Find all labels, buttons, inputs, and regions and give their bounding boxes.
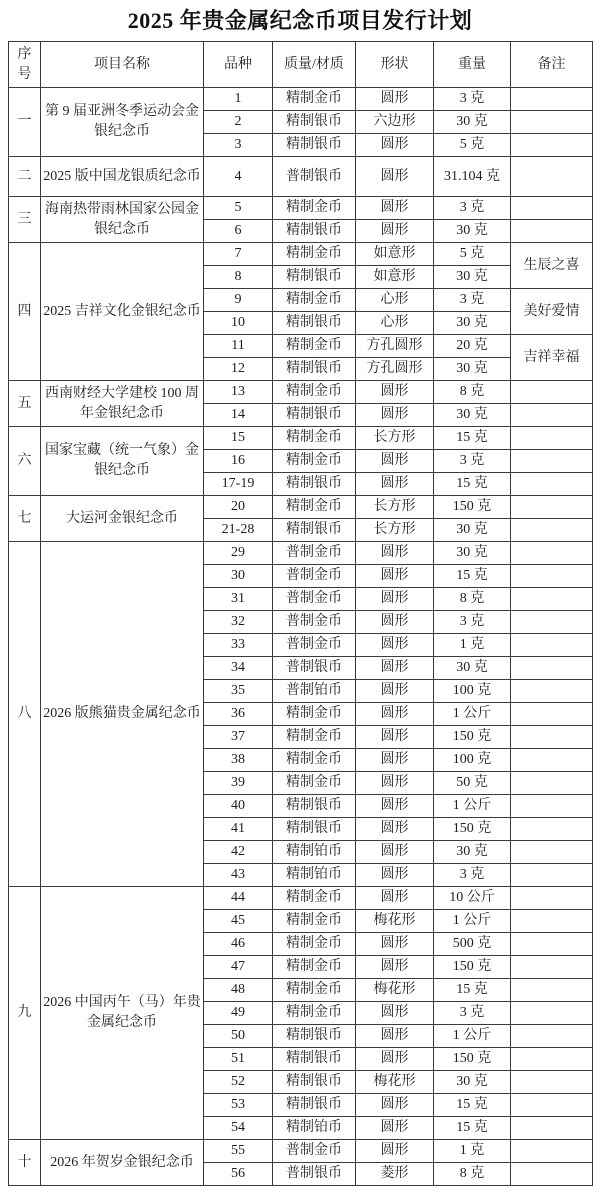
remark-cell [511, 473, 593, 496]
quality-material-cell: 精制金币 [273, 887, 356, 910]
table-row [9, 157, 593, 197]
header-weight: 重量 [434, 42, 511, 88]
quality-material-cell: 精制金币 [273, 772, 356, 795]
shape-cell: 圆形 [356, 680, 434, 703]
shape-cell: 圆形 [356, 588, 434, 611]
variety-cell: 16 [204, 450, 273, 473]
remark-cell [511, 427, 593, 450]
table-row [9, 243, 593, 266]
weight-cell: 1 公斤 [434, 703, 511, 726]
weight-cell: 1 公斤 [434, 795, 511, 818]
remark-cell [511, 450, 593, 473]
quality-material-cell: 普制金币 [273, 634, 356, 657]
remark-cell [511, 1140, 593, 1163]
group-serial-cell: 四 [9, 243, 41, 381]
shape-cell: 圆形 [356, 726, 434, 749]
variety-cell: 48 [204, 979, 273, 1002]
weight-cell: 150 克 [434, 496, 511, 519]
document-page [0, 4, 600, 1186]
variety-cell: 44 [204, 887, 273, 910]
group-project-name-cell: 西南财经大学建校 100 周年金银纪念币 [41, 381, 204, 427]
table-row [9, 1140, 593, 1163]
table-header [9, 42, 593, 88]
weight-cell: 150 克 [434, 726, 511, 749]
remark-cell [511, 134, 593, 157]
quality-material-cell: 精制银币 [273, 795, 356, 818]
variety-cell: 31 [204, 588, 273, 611]
weight-cell: 3 克 [434, 88, 511, 111]
remark-cell [511, 795, 593, 818]
weight-cell: 15 克 [434, 979, 511, 1002]
shape-cell: 圆形 [356, 157, 434, 197]
quality-material-cell: 精制银币 [273, 134, 356, 157]
weight-cell: 8 克 [434, 381, 511, 404]
quality-material-cell: 普制金币 [273, 588, 356, 611]
variety-cell: 10 [204, 312, 273, 335]
shape-cell: 圆形 [356, 703, 434, 726]
weight-cell: 20 克 [434, 335, 511, 358]
shape-cell: 圆形 [356, 450, 434, 473]
weight-cell: 1 克 [434, 634, 511, 657]
variety-cell: 3 [204, 134, 273, 157]
group-serial-cell: 十 [9, 1140, 41, 1186]
group-project-name-cell: 国家宝藏（统一气象）金银纪念币 [41, 427, 204, 496]
variety-cell: 37 [204, 726, 273, 749]
quality-material-cell: 精制金币 [273, 726, 356, 749]
quality-material-cell: 精制银币 [273, 266, 356, 289]
group-project-name-cell: 2025 版中国龙银质纪念币 [41, 157, 204, 197]
remark-cell [511, 726, 593, 749]
quality-material-cell: 精制铂币 [273, 1117, 356, 1140]
shape-cell: 圆形 [356, 818, 434, 841]
remark-cell [511, 157, 593, 197]
variety-cell: 51 [204, 1048, 273, 1071]
weight-cell: 8 克 [434, 1163, 511, 1186]
weight-cell: 3 克 [434, 1002, 511, 1025]
weight-cell: 30 克 [434, 358, 511, 381]
shape-cell: 圆形 [356, 88, 434, 111]
quality-material-cell: 精制银币 [273, 220, 356, 243]
variety-cell: 6 [204, 220, 273, 243]
remark-cell [511, 88, 593, 111]
shape-cell: 圆形 [356, 1117, 434, 1140]
weight-cell: 15 克 [434, 1094, 511, 1117]
variety-cell: 47 [204, 956, 273, 979]
remark-cell: 生辰之喜 [511, 243, 593, 289]
shape-cell: 圆形 [356, 1002, 434, 1025]
variety-cell: 49 [204, 1002, 273, 1025]
weight-cell: 3 克 [434, 197, 511, 220]
remark-cell [511, 565, 593, 588]
remark-cell [511, 749, 593, 772]
group-serial-cell: 八 [9, 542, 41, 887]
variety-cell: 20 [204, 496, 273, 519]
shape-cell: 心形 [356, 312, 434, 335]
variety-cell: 54 [204, 1117, 273, 1140]
remark-cell [511, 519, 593, 542]
weight-cell: 30 克 [434, 111, 511, 134]
variety-cell: 46 [204, 933, 273, 956]
variety-cell: 56 [204, 1163, 273, 1186]
shape-cell: 圆形 [356, 795, 434, 818]
weight-cell: 5 克 [434, 134, 511, 157]
variety-cell: 11 [204, 335, 273, 358]
variety-cell: 5 [204, 197, 273, 220]
variety-cell: 40 [204, 795, 273, 818]
shape-cell: 长方形 [356, 519, 434, 542]
shape-cell: 圆形 [356, 220, 434, 243]
quality-material-cell: 精制银币 [273, 358, 356, 381]
remark-cell [511, 933, 593, 956]
group-project-name-cell: 大运河金银纪念币 [41, 496, 204, 542]
variety-cell: 33 [204, 634, 273, 657]
variety-cell: 30 [204, 565, 273, 588]
quality-material-cell: 精制金币 [273, 1002, 356, 1025]
variety-cell: 42 [204, 841, 273, 864]
quality-material-cell: 精制银币 [273, 312, 356, 335]
table-row [9, 197, 593, 220]
weight-cell: 30 克 [434, 220, 511, 243]
shape-cell: 圆形 [356, 772, 434, 795]
variety-cell: 55 [204, 1140, 273, 1163]
remark-cell: 美好爱情 [511, 289, 593, 335]
group-project-name-cell: 2025 吉祥文化金银纪念币 [41, 243, 204, 381]
quality-material-cell: 精制银币 [273, 111, 356, 134]
variety-cell: 53 [204, 1094, 273, 1117]
variety-cell: 32 [204, 611, 273, 634]
table-row [9, 427, 593, 450]
weight-cell: 30 克 [434, 657, 511, 680]
quality-material-cell: 普制铂币 [273, 680, 356, 703]
remark-cell [511, 1163, 593, 1186]
shape-cell: 圆形 [356, 864, 434, 887]
group-serial-cell: 九 [9, 887, 41, 1140]
shape-cell: 梅花形 [356, 979, 434, 1002]
header-project-name: 项目名称 [41, 42, 204, 88]
quality-material-cell: 普制银币 [273, 1163, 356, 1186]
weight-cell: 15 克 [434, 427, 511, 450]
weight-cell: 150 克 [434, 956, 511, 979]
quality-material-cell: 精制金币 [273, 933, 356, 956]
remark-cell [511, 818, 593, 841]
quality-material-cell: 普制金币 [273, 611, 356, 634]
variety-cell: 45 [204, 910, 273, 933]
remark-cell [511, 111, 593, 134]
shape-cell: 圆形 [356, 565, 434, 588]
group-serial-cell: 三 [9, 197, 41, 243]
remark-cell [511, 634, 593, 657]
weight-cell: 30 克 [434, 1071, 511, 1094]
weight-cell: 500 克 [434, 933, 511, 956]
variety-cell: 34 [204, 657, 273, 680]
quality-material-cell: 精制银币 [273, 1071, 356, 1094]
quality-material-cell: 精制铂币 [273, 841, 356, 864]
remark-cell [511, 404, 593, 427]
remark-cell [511, 772, 593, 795]
header-variety: 品种 [204, 42, 273, 88]
remark-cell [511, 1117, 593, 1140]
quality-material-cell: 普制金币 [273, 542, 356, 565]
shape-cell: 圆形 [356, 1048, 434, 1071]
variety-cell: 15 [204, 427, 273, 450]
variety-cell: 39 [204, 772, 273, 795]
header-row [9, 42, 593, 88]
group-project-name-cell: 2026 年贺岁金银纪念币 [41, 1140, 204, 1186]
quality-material-cell: 精制金币 [273, 427, 356, 450]
weight-cell: 1 公斤 [434, 910, 511, 933]
remark-cell [511, 588, 593, 611]
shape-cell: 圆形 [356, 197, 434, 220]
remark-cell [511, 197, 593, 220]
remark-cell [511, 496, 593, 519]
remark-cell [511, 910, 593, 933]
variety-cell: 38 [204, 749, 273, 772]
remark-cell [511, 611, 593, 634]
table-row [9, 88, 593, 111]
quality-material-cell: 精制金币 [273, 88, 356, 111]
quality-material-cell: 精制金币 [273, 979, 356, 1002]
shape-cell: 圆形 [356, 1025, 434, 1048]
variety-cell: 14 [204, 404, 273, 427]
weight-cell: 100 克 [434, 680, 511, 703]
shape-cell: 菱形 [356, 1163, 434, 1186]
variety-cell: 41 [204, 818, 273, 841]
quality-material-cell: 精制金币 [273, 703, 356, 726]
shape-cell: 圆形 [356, 473, 434, 496]
weight-cell: 31.104 克 [434, 157, 511, 197]
weight-cell: 1 公斤 [434, 1025, 511, 1048]
shape-cell: 心形 [356, 289, 434, 312]
group-project-name-cell: 第 9 届亚洲冬季运动会金银纪念币 [41, 88, 204, 157]
shape-cell: 方孔圆形 [356, 358, 434, 381]
group-serial-cell: 二 [9, 157, 41, 197]
shape-cell: 圆形 [356, 404, 434, 427]
remark-cell [511, 956, 593, 979]
shape-cell: 圆形 [356, 841, 434, 864]
quality-material-cell: 普制银币 [273, 157, 356, 197]
weight-cell: 8 克 [434, 588, 511, 611]
variety-cell: 17-19 [204, 473, 273, 496]
remark-cell [511, 1002, 593, 1025]
group-serial-cell: 五 [9, 381, 41, 427]
group-serial-cell: 六 [9, 427, 41, 496]
quality-material-cell: 普制金币 [273, 1140, 356, 1163]
shape-cell: 圆形 [356, 542, 434, 565]
group-project-name-cell: 2026 版熊猫贵金属纪念币 [41, 542, 204, 887]
table-row [9, 381, 593, 404]
remark-cell [511, 657, 593, 680]
remark-cell [511, 703, 593, 726]
remark-cell [511, 1071, 593, 1094]
weight-cell: 5 克 [434, 243, 511, 266]
shape-cell: 方孔圆形 [356, 335, 434, 358]
table-row [9, 887, 593, 910]
weight-cell: 150 克 [434, 818, 511, 841]
group-serial-cell: 七 [9, 496, 41, 542]
quality-material-cell: 普制金币 [273, 565, 356, 588]
quality-material-cell: 精制银币 [273, 473, 356, 496]
variety-cell: 12 [204, 358, 273, 381]
quality-material-cell: 精制金币 [273, 381, 356, 404]
remark-cell [511, 680, 593, 703]
variety-cell: 35 [204, 680, 273, 703]
quality-material-cell: 普制银币 [273, 657, 356, 680]
weight-cell: 3 克 [434, 611, 511, 634]
shape-cell: 圆形 [356, 1140, 434, 1163]
quality-material-cell: 精制银币 [273, 1094, 356, 1117]
header-quality-material: 质量/材质 [273, 42, 356, 88]
weight-cell: 15 克 [434, 473, 511, 496]
quality-material-cell: 精制金币 [273, 910, 356, 933]
shape-cell: 圆形 [356, 749, 434, 772]
variety-cell: 7 [204, 243, 273, 266]
quality-material-cell: 精制金币 [273, 197, 356, 220]
weight-cell: 100 克 [434, 749, 511, 772]
remark-cell: 吉祥幸福 [511, 335, 593, 381]
weight-cell: 30 克 [434, 312, 511, 335]
shape-cell: 圆形 [356, 933, 434, 956]
variety-cell: 13 [204, 381, 273, 404]
table-body [9, 88, 593, 1186]
quality-material-cell: 精制金币 [273, 956, 356, 979]
remark-cell [511, 887, 593, 910]
header-remarks: 备注 [511, 42, 593, 88]
quality-material-cell: 精制银币 [273, 519, 356, 542]
shape-cell: 六边形 [356, 111, 434, 134]
shape-cell: 圆形 [356, 381, 434, 404]
shape-cell: 梅花形 [356, 1071, 434, 1094]
quality-material-cell: 精制银币 [273, 818, 356, 841]
variety-cell: 52 [204, 1071, 273, 1094]
variety-cell: 9 [204, 289, 273, 312]
variety-cell: 4 [204, 157, 273, 197]
variety-cell: 1 [204, 88, 273, 111]
page-title: 2025 年贵金属纪念币项目发行计划 [127, 8, 473, 33]
weight-cell: 3 克 [434, 450, 511, 473]
variety-cell: 36 [204, 703, 273, 726]
table-row [9, 496, 593, 519]
shape-cell: 圆形 [356, 956, 434, 979]
variety-cell: 29 [204, 542, 273, 565]
variety-cell: 50 [204, 1025, 273, 1048]
quality-material-cell: 精制金币 [273, 289, 356, 312]
remark-cell [511, 381, 593, 404]
shape-cell: 圆形 [356, 611, 434, 634]
group-project-name-cell: 海南热带雨林国家公园金银纪念币 [41, 197, 204, 243]
remark-cell [511, 979, 593, 1002]
variety-cell: 2 [204, 111, 273, 134]
weight-cell: 30 克 [434, 542, 511, 565]
shape-cell: 圆形 [356, 657, 434, 680]
quality-material-cell: 精制金币 [273, 450, 356, 473]
variety-cell: 43 [204, 864, 273, 887]
weight-cell: 50 克 [434, 772, 511, 795]
remark-cell [511, 841, 593, 864]
shape-cell: 如意形 [356, 243, 434, 266]
remark-cell [511, 1025, 593, 1048]
quality-material-cell: 精制银币 [273, 1025, 356, 1048]
remark-cell [511, 220, 593, 243]
quality-material-cell: 精制金币 [273, 749, 356, 772]
shape-cell: 圆形 [356, 134, 434, 157]
quality-material-cell: 精制银币 [273, 1048, 356, 1071]
weight-cell: 15 克 [434, 1117, 511, 1140]
weight-cell: 30 克 [434, 404, 511, 427]
quality-material-cell: 精制金币 [273, 335, 356, 358]
header-shape: 形状 [356, 42, 434, 88]
remark-cell [511, 1094, 593, 1117]
quality-material-cell: 精制金币 [273, 496, 356, 519]
weight-cell: 10 公斤 [434, 887, 511, 910]
variety-cell: 8 [204, 266, 273, 289]
header-serial-number: 序号 [9, 42, 41, 88]
quality-material-cell: 精制金币 [273, 243, 356, 266]
weight-cell: 30 克 [434, 841, 511, 864]
remark-cell [511, 1048, 593, 1071]
shape-cell: 如意形 [356, 266, 434, 289]
weight-cell: 150 克 [434, 1048, 511, 1071]
remark-cell [511, 864, 593, 887]
shape-cell: 长方形 [356, 427, 434, 450]
weight-cell: 1 克 [434, 1140, 511, 1163]
group-serial-cell: 一 [9, 88, 41, 157]
table-row [9, 542, 593, 565]
variety-cell: 21-28 [204, 519, 273, 542]
shape-cell: 长方形 [356, 496, 434, 519]
weight-cell: 30 克 [434, 519, 511, 542]
shape-cell: 圆形 [356, 634, 434, 657]
weight-cell: 30 克 [434, 266, 511, 289]
weight-cell: 15 克 [434, 565, 511, 588]
shape-cell: 圆形 [356, 887, 434, 910]
shape-cell: 圆形 [356, 1094, 434, 1117]
weight-cell: 3 克 [434, 289, 511, 312]
quality-material-cell: 精制铂币 [273, 864, 356, 887]
quality-material-cell: 精制银币 [273, 404, 356, 427]
weight-cell: 3 克 [434, 864, 511, 887]
shape-cell: 梅花形 [356, 910, 434, 933]
remark-cell [511, 542, 593, 565]
issuance-plan-table [8, 41, 593, 1186]
group-project-name-cell: 2026 中国丙午（马）年贵金属纪念币 [41, 887, 204, 1140]
